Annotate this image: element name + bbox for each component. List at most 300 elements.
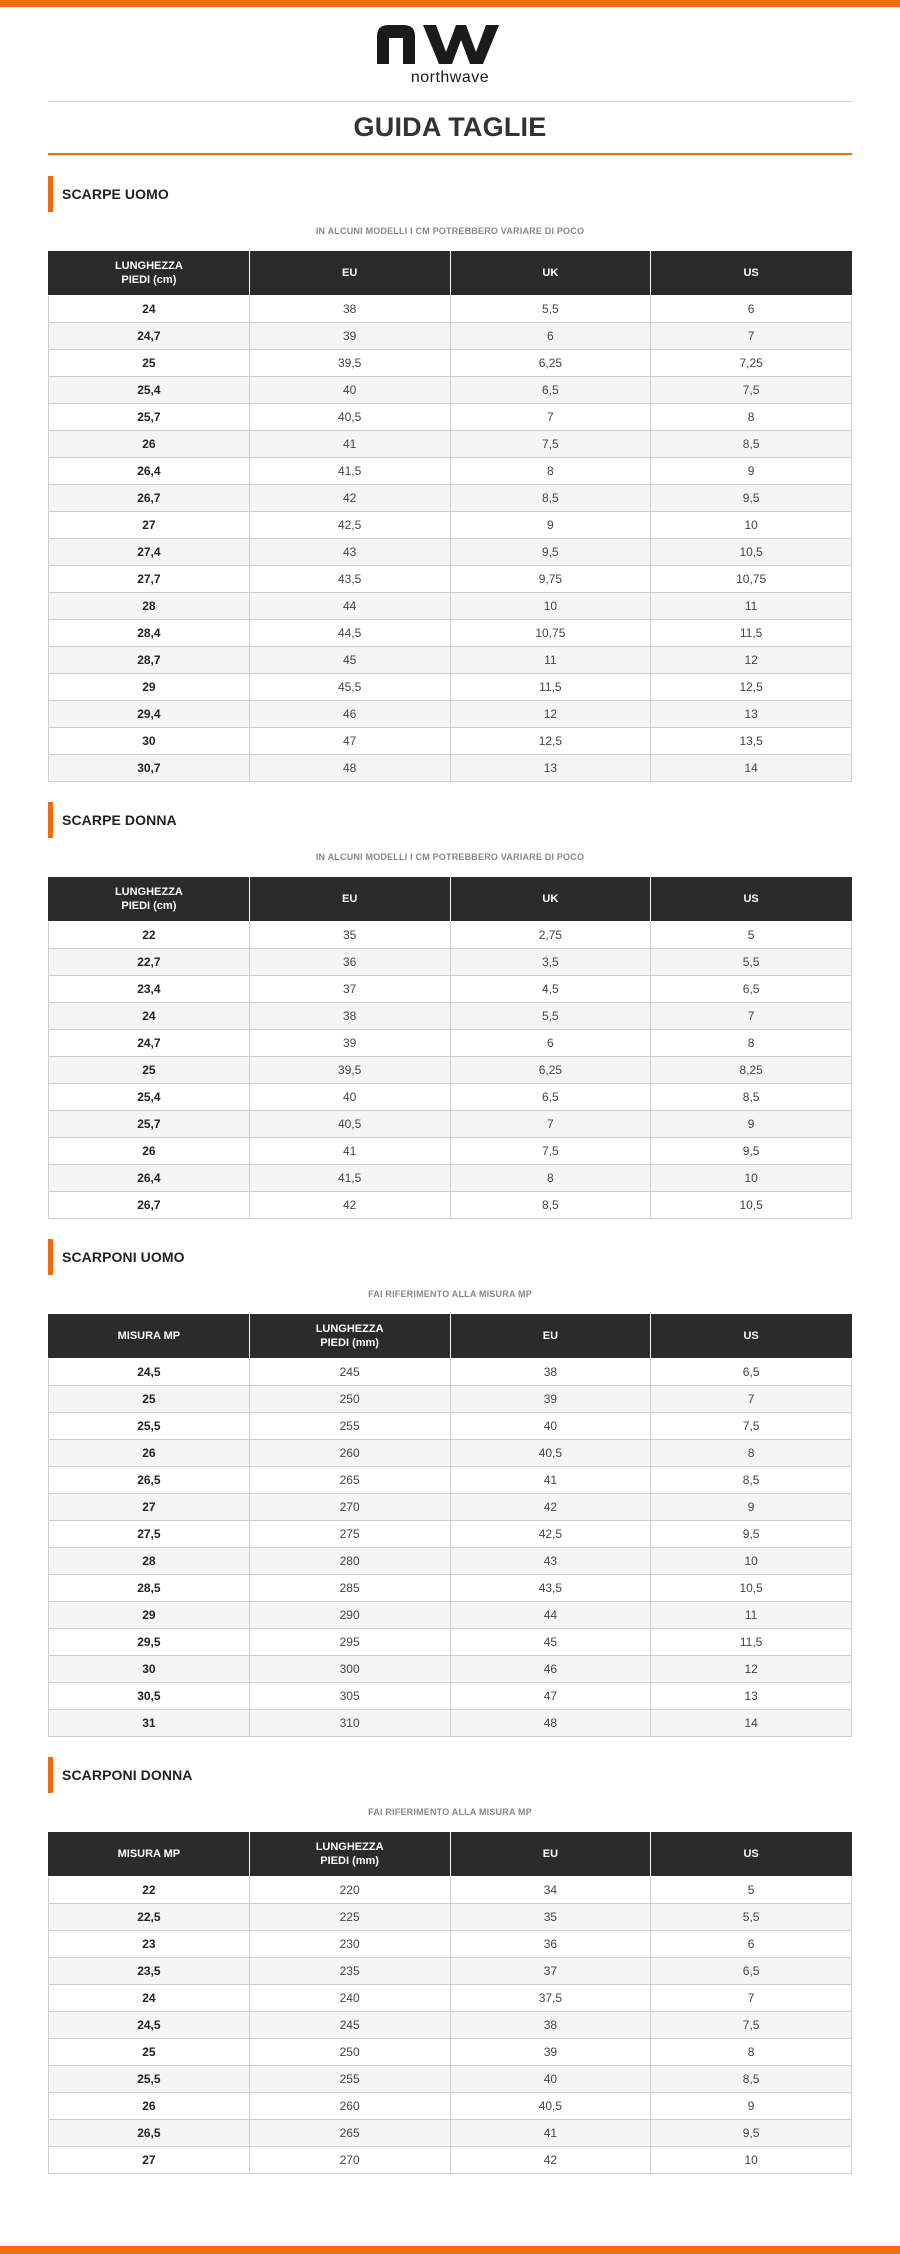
table-row (49, 350, 852, 377)
column-header (450, 251, 651, 296)
table-cell: 220 (249, 1877, 450, 1904)
table-row (49, 755, 852, 782)
table-row (49, 620, 852, 647)
table-cell: 41 (450, 1467, 651, 1494)
table-cell: 7 (651, 1985, 852, 2012)
table-cell: 26,4 (49, 458, 250, 485)
table-cell: 10,5 (651, 539, 852, 566)
table-cell: 5,5 (651, 949, 852, 976)
table-cell: 10 (651, 2147, 852, 2174)
column-header (49, 1832, 250, 1877)
table-row (49, 1138, 852, 1165)
column-header (651, 1314, 852, 1359)
column-header (49, 1314, 250, 1359)
table-row (49, 1710, 852, 1737)
column-header-label: LUNGHEZZA (114, 260, 183, 272)
table-cell: 27,4 (49, 539, 250, 566)
size-table (48, 1314, 852, 1737)
table-cell: 8 (651, 1440, 852, 1467)
table-cell: 24 (49, 1985, 250, 2012)
table-cell: 27 (49, 512, 250, 539)
section-note: IN ALCUNI MODELLI I CM POTREBBERO VARIARE DI POCO (315, 226, 585, 236)
table-cell: 9 (450, 512, 651, 539)
table-row (49, 296, 852, 323)
table-cell: 10 (651, 1548, 852, 1575)
table-cell: 8 (651, 2039, 852, 2066)
table-cell: 28,5 (49, 1575, 250, 1602)
table-cell: 25 (49, 2039, 250, 2066)
table-row (49, 1958, 852, 1985)
table-cell: 38 (450, 2012, 651, 2039)
table-cell: 40,5 (249, 404, 450, 431)
table-cell: 13 (651, 1683, 852, 1710)
table-cell: 9 (651, 2093, 852, 2120)
table-cell: 8 (450, 1165, 651, 1192)
table-cell: 6,25 (450, 1057, 651, 1084)
table-cell: 35 (450, 1904, 651, 1931)
table-row (49, 1877, 852, 1904)
table-cell: 45 (249, 647, 450, 674)
table-cell: 5,5 (450, 296, 651, 323)
table-cell: 12,5 (651, 674, 852, 701)
table-cell: 10,5 (651, 1575, 852, 1602)
table-cell: 37 (249, 976, 450, 1003)
table-cell: 9,5 (651, 2120, 852, 2147)
table-cell: 42 (249, 485, 450, 512)
table-cell: 39 (450, 1386, 651, 1413)
table-cell: 30 (49, 1656, 250, 1683)
table-cell: 44,5 (249, 620, 450, 647)
table-cell: 42,5 (450, 1521, 651, 1548)
table-cell: 7 (450, 1111, 651, 1138)
table-cell: 6,5 (651, 976, 852, 1003)
table-cell: 11,5 (651, 620, 852, 647)
column-header-label: US (743, 893, 759, 905)
table-cell: 26,5 (49, 1467, 250, 1494)
table-cell: 31 (49, 1710, 250, 1737)
section-title: SCARPONI UOMO (62, 1249, 185, 1265)
section-accent-bar (48, 802, 53, 838)
table-cell: 6 (450, 1030, 651, 1057)
table-cell: 43 (249, 539, 450, 566)
table-cell: 8 (651, 404, 852, 431)
column-header-label: MISURA MP (117, 1848, 181, 1860)
table-cell: 29 (49, 1602, 250, 1629)
size-table (48, 1832, 852, 2174)
table-row (49, 485, 852, 512)
table-row (49, 2012, 852, 2039)
table-row (49, 431, 852, 458)
table-row (49, 1003, 852, 1030)
table-header-row (49, 251, 852, 296)
table-cell: 47 (450, 1683, 651, 1710)
table-cell: 7 (651, 323, 852, 350)
table-cell: 265 (249, 1467, 450, 1494)
size-table (48, 877, 852, 1219)
table-cell: 42 (450, 2147, 651, 2174)
table-cell: 11,5 (651, 1629, 852, 1656)
table-row (49, 1494, 852, 1521)
table-cell: 40,5 (450, 2093, 651, 2120)
section-scarpe-donna (48, 802, 852, 1219)
table-cell: 8,5 (450, 1192, 651, 1219)
table-cell: 25 (49, 350, 250, 377)
table-row (49, 1575, 852, 1602)
table-cell: 43,5 (450, 1575, 651, 1602)
section-title: SCARPE UOMO (62, 186, 169, 202)
logo-mark-icon (373, 22, 527, 88)
table-row (49, 1467, 852, 1494)
column-header-label: LUNGHEZZA (315, 1841, 384, 1853)
column-header (651, 877, 852, 922)
column-header (651, 1832, 852, 1877)
table-cell: 7,5 (651, 377, 852, 404)
table-cell: 26 (49, 2093, 250, 2120)
table-cell: 38 (249, 1003, 450, 1030)
table-cell: 41 (249, 1138, 450, 1165)
table-cell: 3,5 (450, 949, 651, 976)
table-cell: 43,5 (249, 566, 450, 593)
table-cell: 11 (651, 593, 852, 620)
table-cell: 4,5 (450, 976, 651, 1003)
table-cell: 40 (450, 1413, 651, 1440)
table-cell: 12 (651, 647, 852, 674)
table-cell: 9 (651, 1494, 852, 1521)
table-cell: 39,5 (249, 1057, 450, 1084)
column-header-label: MISURA MP (117, 1330, 181, 1342)
section-note: IN ALCUNI MODELLI I CM POTREBBERO VARIARE DI POCO (315, 852, 585, 862)
table-cell: 40 (249, 1084, 450, 1111)
table-row (49, 1931, 852, 1958)
table-cell: 14 (651, 1710, 852, 1737)
table-cell: 8,5 (651, 431, 852, 458)
table-row (49, 1413, 852, 1440)
table-cell: 6,5 (651, 1958, 852, 1985)
table-cell: 285 (249, 1575, 450, 1602)
table-cell: 39 (249, 323, 450, 350)
section-note: FAI RIFERIMENTO ALLA MISURA MP (368, 1807, 532, 1817)
table-cell: 29 (49, 674, 250, 701)
column-header-label: EU (341, 893, 358, 905)
table-cell: 27 (49, 1494, 250, 1521)
table-cell: 270 (249, 1494, 450, 1521)
table-cell: 25,7 (49, 404, 250, 431)
table-cell: 25,5 (49, 2066, 250, 2093)
table-cell: 290 (249, 1602, 450, 1629)
section-header (48, 802, 852, 838)
table-row (49, 1440, 852, 1467)
column-header-label: LUNGHEZZA (315, 1323, 384, 1335)
table-cell: 6,5 (450, 377, 651, 404)
table-cell: 36 (249, 949, 450, 976)
table-cell: 9,5 (651, 1521, 852, 1548)
section-header (48, 1757, 852, 1793)
table-cell: 28,4 (49, 620, 250, 647)
logo-wordmark: northwave (410, 69, 490, 86)
table-cell: 22 (49, 922, 250, 949)
table-cell: 37,5 (450, 1985, 651, 2012)
table-cell: 305 (249, 1683, 450, 1710)
table-cell: 26 (49, 1440, 250, 1467)
table-row (49, 701, 852, 728)
table-cell: 11 (450, 647, 651, 674)
table-cell: 275 (249, 1521, 450, 1548)
table-cell: 25,4 (49, 377, 250, 404)
section-note: FAI RIFERIMENTO ALLA MISURA MP (368, 1289, 532, 1299)
table-cell: 11 (651, 1602, 852, 1629)
table-cell: 225 (249, 1904, 450, 1931)
table-row (49, 593, 852, 620)
table-cell: 9 (651, 458, 852, 485)
table-header-row (49, 1832, 852, 1877)
table-row (49, 2093, 852, 2120)
table-cell: 10 (651, 512, 852, 539)
column-header-label: PIEDI (mm) (320, 1337, 379, 1349)
table-cell: 40 (450, 2066, 651, 2093)
table-cell: 37 (450, 1958, 651, 1985)
table-cell: 47 (249, 728, 450, 755)
table-row (49, 539, 852, 566)
table-cell: 8 (450, 458, 651, 485)
table-cell: 40 (249, 377, 450, 404)
column-header-label: US (743, 1848, 759, 1860)
table-cell: 41,5 (249, 1165, 450, 1192)
table-cell: 24,7 (49, 1030, 250, 1057)
table-cell: 7,5 (651, 2012, 852, 2039)
table-cell: 26,5 (49, 2120, 250, 2147)
table-cell: 39 (450, 2039, 651, 2066)
table-cell: 42,5 (249, 512, 450, 539)
table-cell: 6,5 (651, 1359, 852, 1386)
section-header (48, 1239, 852, 1275)
column-header-label: PIEDI (mm) (320, 1855, 379, 1867)
column-header-label: PIEDI (cm) (121, 274, 177, 286)
table-cell: 7 (651, 1003, 852, 1030)
table-row (49, 922, 852, 949)
page-title: GUIDA TAGLIE (353, 112, 547, 142)
table-cell: 255 (249, 2066, 450, 2093)
section-accent-bar (48, 1239, 53, 1275)
header-divider (48, 101, 852, 102)
table-cell: 10,75 (450, 620, 651, 647)
column-header-label: PIEDI (cm) (121, 900, 177, 912)
table-row (49, 1192, 852, 1219)
table-cell: 8 (651, 1030, 852, 1057)
table-row (49, 1084, 852, 1111)
table-cell: 23,5 (49, 1958, 250, 1985)
table-cell: 9,5 (651, 1138, 852, 1165)
table-row (49, 1548, 852, 1575)
table-row (49, 323, 852, 350)
table-cell: 39,5 (249, 350, 450, 377)
table-row (49, 2066, 852, 2093)
table-row (49, 2120, 852, 2147)
table-cell: 22,7 (49, 949, 250, 976)
table-row (49, 404, 852, 431)
table-cell: 42 (450, 1494, 651, 1521)
table-cell: 29,5 (49, 1629, 250, 1656)
table-row (49, 1057, 852, 1084)
table-cell: 9,75 (450, 566, 651, 593)
table-row (49, 512, 852, 539)
table-cell: 29,4 (49, 701, 250, 728)
table-row (49, 1359, 852, 1386)
table-cell: 9,5 (651, 485, 852, 512)
section-scarponi-donna (48, 1757, 852, 2174)
table-cell: 12,5 (450, 728, 651, 755)
table-cell: 12 (450, 701, 651, 728)
table-cell: 240 (249, 1985, 450, 2012)
table-cell: 6 (450, 323, 651, 350)
table-cell: 260 (249, 1440, 450, 1467)
table-cell: 34 (450, 1877, 651, 1904)
table-cell: 8,5 (651, 2066, 852, 2093)
column-header (49, 251, 250, 296)
table-cell: 7 (450, 404, 651, 431)
table-cell: 300 (249, 1656, 450, 1683)
northwave-logo (373, 22, 527, 88)
column-header-label: LUNGHEZZA (114, 886, 183, 898)
column-header (249, 251, 450, 296)
table-row (49, 1165, 852, 1192)
bottom-accent-bar (0, 2246, 900, 2254)
table-cell: 245 (249, 2012, 450, 2039)
table-cell: 44 (249, 593, 450, 620)
table-cell: 255 (249, 1413, 450, 1440)
table-cell: 25,5 (49, 1413, 250, 1440)
table-cell: 26 (49, 431, 250, 458)
column-header-label: EU (542, 1848, 559, 1860)
table-cell: 13 (651, 701, 852, 728)
table-cell: 8,5 (651, 1084, 852, 1111)
table-cell: 9 (651, 1111, 852, 1138)
column-header-label: US (743, 267, 759, 279)
section-scarpe-uomo (48, 176, 852, 782)
section-accent-bar (48, 1757, 53, 1793)
column-header-label: UK (542, 893, 559, 905)
table-cell: 7,5 (651, 1413, 852, 1440)
table-cell: 22 (49, 1877, 250, 1904)
table-cell: 26,7 (49, 485, 250, 512)
table-cell: 30,7 (49, 755, 250, 782)
table-cell: 310 (249, 1710, 450, 1737)
table-cell: 10,75 (651, 566, 852, 593)
table-cell: 25,7 (49, 1111, 250, 1138)
section-scarponi-uomo (48, 1239, 852, 1737)
table-cell: 250 (249, 2039, 450, 2066)
column-header (49, 877, 250, 922)
table-cell: 42 (249, 1192, 450, 1219)
table-cell: 46 (249, 701, 450, 728)
table-cell: 14 (651, 755, 852, 782)
column-header (651, 251, 852, 296)
table-cell: 46 (450, 1656, 651, 1683)
table-cell: 27,5 (49, 1521, 250, 1548)
table-cell: 28 (49, 1548, 250, 1575)
table-cell: 295 (249, 1629, 450, 1656)
column-header (249, 877, 450, 922)
title-underline (48, 153, 852, 155)
table-cell: 23,4 (49, 976, 250, 1003)
table-cell: 260 (249, 2093, 450, 2120)
table-row (49, 1030, 852, 1057)
table-row (49, 1602, 852, 1629)
table-row (49, 1683, 852, 1710)
table-cell: 22,5 (49, 1904, 250, 1931)
table-cell: 6,5 (450, 1084, 651, 1111)
table-row (49, 728, 852, 755)
table-row (49, 674, 852, 701)
table-row (49, 458, 852, 485)
table-cell: 41,5 (249, 458, 450, 485)
table-cell: 26,4 (49, 1165, 250, 1192)
table-cell: 24,5 (49, 1359, 250, 1386)
table-cell: 9,5 (450, 539, 651, 566)
table-cell: 24,7 (49, 323, 250, 350)
section-header (48, 176, 852, 212)
column-header (450, 877, 651, 922)
column-header-label: UK (542, 267, 559, 279)
table-row (49, 1904, 852, 1931)
table-cell: 6,25 (450, 350, 651, 377)
section-accent-bar (48, 176, 53, 212)
table-cell: 44 (450, 1602, 651, 1629)
table-cell: 230 (249, 1931, 450, 1958)
table-cell: 5,5 (450, 1003, 651, 1030)
table-cell: 38 (249, 296, 450, 323)
table-cell: 27,7 (49, 566, 250, 593)
table-cell: 24 (49, 1003, 250, 1030)
table-cell: 13,5 (651, 728, 852, 755)
table-cell: 250 (249, 1386, 450, 1413)
table-cell: 6 (651, 296, 852, 323)
table-row (49, 949, 852, 976)
table-cell: 48 (450, 1710, 651, 1737)
column-header (450, 1314, 651, 1359)
table-cell: 235 (249, 1958, 450, 1985)
table-cell: 280 (249, 1548, 450, 1575)
table-cell: 7,5 (450, 1138, 651, 1165)
table-cell: 26,7 (49, 1192, 250, 1219)
table-cell: 40,5 (249, 1111, 450, 1138)
table-cell: 45,5 (249, 674, 450, 701)
table-cell: 28,7 (49, 647, 250, 674)
table-cell: 10,5 (651, 1192, 852, 1219)
table-cell: 25 (49, 1057, 250, 1084)
column-header-label: EU (542, 1330, 559, 1342)
table-row (49, 566, 852, 593)
table-cell: 30 (49, 728, 250, 755)
column-header-label: EU (341, 267, 358, 279)
table-cell: 8,5 (651, 1467, 852, 1494)
table-cell: 35 (249, 922, 450, 949)
table-cell: 10 (651, 1165, 852, 1192)
column-header (249, 1314, 450, 1359)
table-row (49, 976, 852, 1003)
table-cell: 5 (651, 922, 852, 949)
table-cell: 25 (49, 1386, 250, 1413)
table-cell: 28 (49, 593, 250, 620)
table-cell: 23 (49, 1931, 250, 1958)
section-title: SCARPE DONNA (62, 812, 177, 828)
table-cell: 11,5 (450, 674, 651, 701)
table-row (49, 377, 852, 404)
table-row (49, 1111, 852, 1138)
table-cell: 41 (450, 2120, 651, 2147)
table-cell: 40,5 (450, 1440, 651, 1467)
table-cell: 5 (651, 1877, 852, 1904)
table-cell: 7,25 (651, 350, 852, 377)
